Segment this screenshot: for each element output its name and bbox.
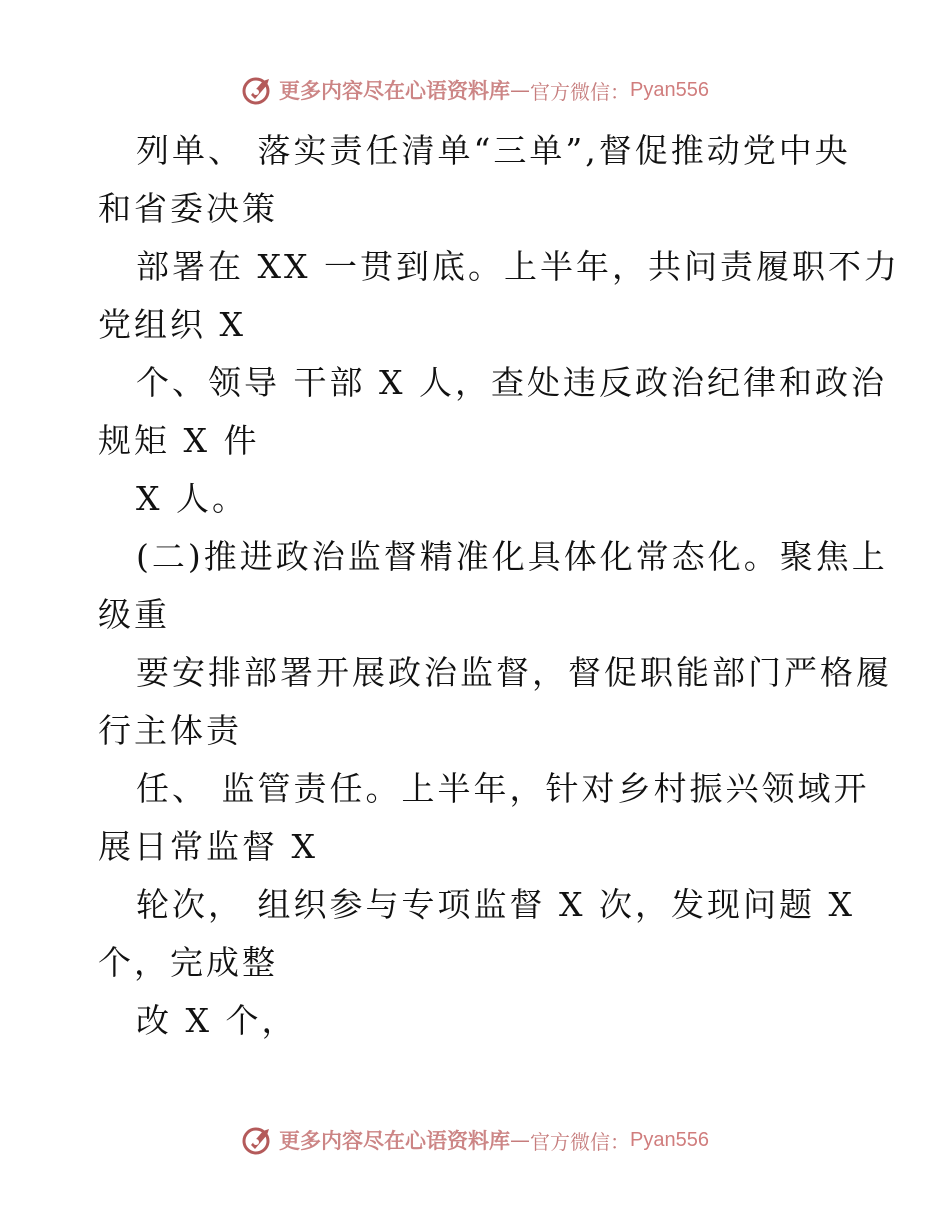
- body-line: 部署在 XX 一贯到底。上半年，共问责履职不力: [136, 247, 900, 286]
- body-line: 级重: [98, 595, 170, 634]
- footer-banner: [0, 1120, 950, 1160]
- body-line: 行主体责: [98, 711, 242, 750]
- pen-nib-logo-icon: [241, 1123, 275, 1157]
- pen-nib-logo-icon: [241, 73, 275, 107]
- body-line: (二)推进政治监督精准化具体化常态化。聚焦上: [136, 537, 888, 576]
- header-banner: [0, 70, 950, 110]
- banner-wechat-label: 官方微信：: [530, 1129, 631, 1154]
- body-line: 改 X 个，: [136, 1001, 298, 1040]
- body-line: 党组织 X: [98, 305, 246, 344]
- banner-site-text: 更多内容尽在心语资料库: [279, 78, 511, 103]
- document-body: [98, 122, 900, 1050]
- banner-wechat-label: 官方微信：: [530, 79, 631, 104]
- body-line: 和省委决策: [98, 189, 278, 228]
- body-line: 展日常监督 X: [98, 827, 318, 866]
- body-line: X 人。: [136, 479, 248, 518]
- body-line: 规矩 X 件: [98, 421, 260, 460]
- banner-dash: —: [510, 1128, 531, 1152]
- body-line: 个，完成整: [98, 943, 278, 982]
- banner-site-text: 更多内容尽在心语资料库: [279, 1128, 511, 1153]
- body-line: 任、 监管责任。上半年，针对乡村振兴领域开: [136, 769, 870, 808]
- body-line: 个、领导 干部 X 人，查处违反政治纪律和政治: [136, 363, 887, 402]
- banner-dash: —: [510, 78, 531, 102]
- body-line: 要安排部署开展政治监督，督促职能部门严格履: [136, 653, 892, 692]
- body-line: 轮次， 组织参与专项监督 X 次，发现问题 X: [136, 885, 855, 924]
- banner-wechat-id: Pyan556: [630, 1128, 709, 1151]
- banner-wechat-id: Pyan556: [630, 78, 709, 101]
- body-line: 列单、 落实责任清单“三单”,督促推动党中央: [136, 131, 851, 170]
